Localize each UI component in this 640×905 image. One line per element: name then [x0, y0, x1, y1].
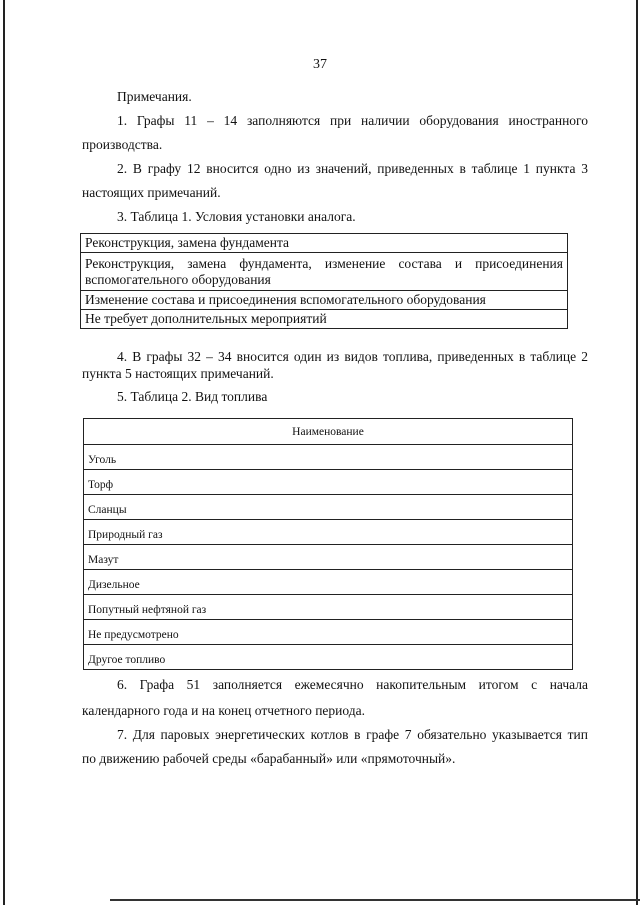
table-row: [84, 470, 573, 495]
table-cell: Не предусмотрено: [84, 620, 573, 645]
note-6-line-1: 6. Графа 51 заполняется ежемесячно накопительным итогом с начала: [117, 677, 588, 692]
note-3-caption: 3. Таблица 1. Условия установки аналога.: [117, 209, 356, 224]
table-cell: Попутный нефтяной газ: [84, 595, 573, 620]
table-cell: Дизельное: [84, 570, 573, 595]
table-cell: Уголь: [84, 445, 573, 470]
table-cell: Сланцы: [84, 495, 573, 520]
table-cell: Реконструкция, замена фундамента: [81, 234, 568, 253]
table-row: [84, 570, 573, 595]
table-cell: Торф: [84, 470, 573, 495]
table-row: [84, 545, 573, 570]
table-row: [81, 291, 568, 310]
notes-heading: Примечания.: [117, 89, 192, 104]
scan-border-bottom: [110, 899, 640, 901]
note-1-line-1: 1. Графы 11 – 14 заполняются при наличии оборудования иностранного: [117, 113, 588, 128]
table-row: [81, 310, 568, 329]
table-row: [84, 495, 573, 520]
scan-border-right: [636, 0, 638, 905]
table-cell: Не требует дополнительных мероприятий: [81, 310, 568, 329]
table-cell: Реконструкция, замена фундамента, изменение состава и присоединения вспомогательного оборудования: [81, 253, 568, 291]
note-7-line-1: 7. Для паровых энергетических котлов в графе 7 обязательно указывается тип: [117, 727, 588, 742]
table-cell: Мазут: [84, 545, 573, 570]
note-1-line-2: производства.: [82, 137, 163, 152]
table-header-cell: Наименование: [84, 419, 573, 445]
table-row: [84, 620, 573, 645]
note-7-line-2: по движению рабочей среды «барабанный» или «прямоточный».: [82, 751, 456, 766]
table-2-fuel-types: [83, 418, 573, 670]
page-number: 37: [313, 57, 327, 72]
note-6-line-2: календарного года и на конец отчетного периода.: [82, 703, 365, 718]
table-row: [84, 445, 573, 470]
table-cell: Другое топливо: [84, 645, 573, 670]
note-2-line-2: настоящих примечаний.: [82, 185, 221, 200]
table-row: [84, 645, 573, 670]
table-row: [81, 253, 568, 291]
table-cell: Изменение состава и присоединения вспомогательного оборудования: [81, 291, 568, 310]
note-4-line-1: 4. В графы 32 – 34 вносится один из видов топлива, приведенных в таблице 2: [117, 349, 588, 364]
table-1-analog-conditions: [80, 233, 568, 329]
note-5-caption: 5. Таблица 2. Вид топлива: [117, 389, 268, 404]
note-2-line-1: 2. В графу 12 вносится одно из значений, приведенных в таблице 1 пункта 3: [117, 161, 588, 176]
table-row: [84, 520, 573, 545]
table-row: [81, 234, 568, 253]
table-cell: Природный газ: [84, 520, 573, 545]
note-4-line-2: пункта 5 настоящих примечаний.: [82, 366, 274, 381]
scan-border-left: [3, 0, 5, 905]
table-header-row: [84, 419, 573, 445]
table-row: [84, 595, 573, 620]
